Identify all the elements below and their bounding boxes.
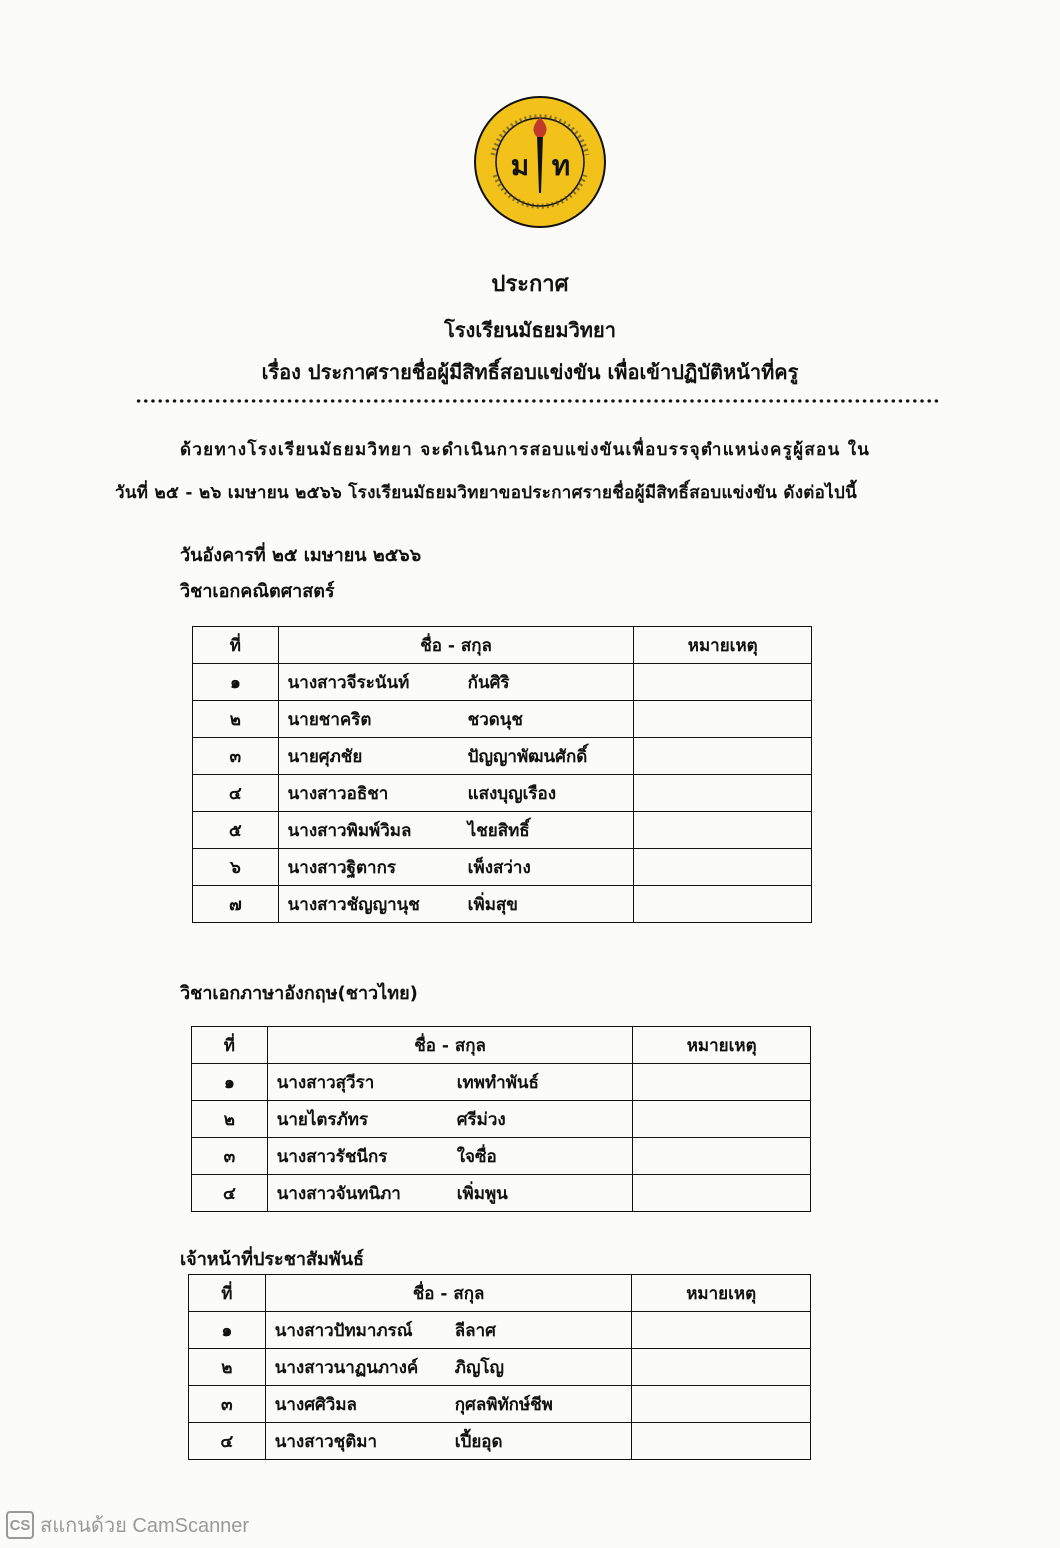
page-title: ประกาศ	[491, 272, 569, 297]
last-name: ใจซื่อ	[456, 1146, 497, 1167]
table-header-row	[189, 1275, 811, 1312]
first-name: นางสาวชัญญานุช	[287, 894, 420, 915]
row-name	[278, 886, 634, 923]
first-name: นายไตรภัทร	[276, 1109, 369, 1130]
row-note	[632, 1386, 811, 1423]
dotted-divider	[135, 398, 940, 404]
first-name: นางสาวนาฏนภางค์	[274, 1357, 419, 1378]
last-name: ไชยสิทธิ์	[467, 820, 530, 841]
last-name: แสงบุญเรือง	[467, 783, 557, 804]
row-number: ๔	[189, 1423, 266, 1460]
first-name: นางสาวชุติมา	[274, 1431, 377, 1452]
row-number: ๒	[189, 1349, 266, 1386]
row-note	[633, 1101, 811, 1138]
row-number: ๒	[192, 1101, 268, 1138]
table-row	[193, 812, 812, 849]
intro-line-1: ด้วยทางโรงเรียนมัธยมวิทยา จะดำเนินการสอบแข่งขันเพื่อบรรจุตำแหน่งครูผู้สอน ใน	[180, 440, 871, 460]
row-name	[267, 1064, 633, 1101]
school-name: โรงเรียนมัธยมวิทยา	[444, 318, 616, 342]
table-row	[189, 1386, 811, 1423]
last-name: เพิ่มพูน	[456, 1183, 508, 1204]
last-name: เทพทำพันธ์	[456, 1072, 539, 1093]
row-note	[634, 664, 812, 701]
last-name: ชวดนุช	[467, 709, 523, 730]
first-name: นางสาวฐิตากร	[287, 857, 396, 878]
row-note	[633, 1175, 811, 1212]
last-name: กุศลพิทักษ์ชีพ	[454, 1394, 553, 1415]
row-note	[634, 849, 812, 886]
last-name: ปัญญาพัฒนศักดิ์	[467, 746, 588, 767]
table-header-row	[193, 627, 812, 664]
scanner-watermark	[6, 1510, 249, 1540]
section-heading-math: วิชาเอกคณิตศาสตร์	[180, 581, 335, 602]
row-name	[278, 701, 634, 738]
row-name	[265, 1349, 632, 1386]
row-note	[632, 1423, 811, 1460]
col-header-no: ที่	[192, 1027, 268, 1064]
first-name: นายชาคริต	[287, 709, 372, 730]
first-name: นางศศิวิมล	[274, 1394, 357, 1415]
row-number: ๓	[192, 1138, 268, 1175]
col-header-name: ชื่อ - สกุล	[267, 1027, 633, 1064]
row-name	[278, 812, 634, 849]
table-row	[193, 664, 812, 701]
roster-table-english	[191, 1026, 811, 1212]
col-header-name: ชื่อ - สกุล	[278, 627, 634, 664]
last-name: ศรีม่วง	[456, 1109, 506, 1130]
first-name: นางสาวปัทมาภรณ์	[274, 1320, 413, 1341]
row-number: ๖	[193, 849, 279, 886]
logo-emblem-icon	[473, 95, 607, 229]
table-row	[192, 1101, 811, 1138]
watermark-text: สแกนด้วย CamScanner	[40, 1515, 250, 1537]
camscanner-logo-icon: CS	[6, 1511, 34, 1539]
table-header-row	[192, 1027, 811, 1064]
last-name: เพ็งสว่าง	[467, 857, 531, 878]
col-header-note: หมายเหตุ	[632, 1275, 811, 1312]
table-row	[193, 701, 812, 738]
table-row	[189, 1349, 811, 1386]
row-number: ๔	[193, 775, 279, 812]
row-name	[265, 1312, 632, 1349]
row-name	[265, 1386, 632, 1423]
row-number: ๕	[193, 812, 279, 849]
row-name	[278, 738, 634, 775]
row-note	[633, 1064, 811, 1101]
roster-table-math	[192, 626, 812, 923]
last-name: ภิญโญ	[454, 1357, 505, 1378]
row-number: ๓	[193, 738, 279, 775]
svg-text:ท: ท	[551, 149, 571, 182]
row-note	[634, 775, 812, 812]
section-heading-pr: เจ้าหน้าที่ประชาสัมพันธ์	[180, 1249, 365, 1270]
intro-line-2: วันที่ ๒๕ - ๒๖ เมษายน ๒๕๖๖ โรงเรียนมัธยมวิทยาขอประกาศรายชื่อผู้มีสิทธิ์สอบแข่งขัน ดังต่อไปนี้	[115, 483, 858, 503]
first-name: นางสาวรัชนีกร	[276, 1146, 388, 1167]
col-header-note: หมายเหตุ	[634, 627, 812, 664]
row-name	[278, 664, 634, 701]
first-name: นางสาวจีระนันท์	[287, 672, 410, 693]
col-header-name: ชื่อ - สกุล	[265, 1275, 632, 1312]
col-header-note: หมายเหตุ	[633, 1027, 811, 1064]
col-header-no: ที่	[189, 1275, 266, 1312]
first-name: นางสาวพิมพ์วิมล	[287, 820, 412, 841]
row-number: ๑	[189, 1312, 266, 1349]
row-note	[634, 812, 812, 849]
row-name	[265, 1423, 632, 1460]
first-name: นางสาวอธิชา	[287, 783, 389, 804]
roster-table-pr	[188, 1274, 811, 1460]
table-row	[189, 1312, 811, 1349]
row-number: ๓	[189, 1386, 266, 1423]
table-row	[192, 1138, 811, 1175]
first-name: นางสาวสุวีรา	[276, 1072, 375, 1093]
table-row	[193, 886, 812, 923]
row-note	[633, 1138, 811, 1175]
row-number: ๔	[192, 1175, 268, 1212]
row-number: ๒	[193, 701, 279, 738]
row-number: ๑	[193, 664, 279, 701]
last-name: เพิ่มสุข	[467, 894, 518, 915]
row-name	[267, 1101, 633, 1138]
table-row	[193, 738, 812, 775]
row-note	[632, 1349, 811, 1386]
row-name	[278, 849, 634, 886]
row-number: ๗	[193, 886, 279, 923]
row-note	[634, 886, 812, 923]
table-row	[193, 849, 812, 886]
row-name	[267, 1175, 633, 1212]
row-note	[634, 738, 812, 775]
table-row	[189, 1423, 811, 1460]
row-note	[634, 701, 812, 738]
row-name	[278, 775, 634, 812]
row-name	[267, 1138, 633, 1175]
table-row	[193, 775, 812, 812]
col-header-no: ที่	[193, 627, 279, 664]
last-name: เปี้ยอุด	[454, 1431, 503, 1452]
first-name: นายศุภชัย	[287, 746, 363, 767]
section-heading-english: วิชาเอกภาษาอังกฤษ(ชาวไทย)	[180, 983, 418, 1004]
first-name: นางสาวจันทนิภา	[276, 1183, 401, 1204]
table-row	[192, 1175, 811, 1212]
last-name: ลีลาศ	[454, 1320, 496, 1341]
row-number: ๑	[192, 1064, 268, 1101]
exam-date: วันอังคารที่ ๒๕ เมษายน ๒๕๖๖	[180, 545, 422, 566]
school-logo	[473, 95, 607, 229]
last-name: กันศิริ	[467, 672, 510, 693]
svg-text:ม: ม	[510, 149, 530, 182]
announcement-subject: เรื่อง ประกาศรายชื่อผู้มีสิทธิ์สอบแข่งขัน เพื่อเข้าปฏิบัติหน้าที่ครู	[261, 360, 799, 384]
table-row	[192, 1064, 811, 1101]
row-note	[632, 1312, 811, 1349]
